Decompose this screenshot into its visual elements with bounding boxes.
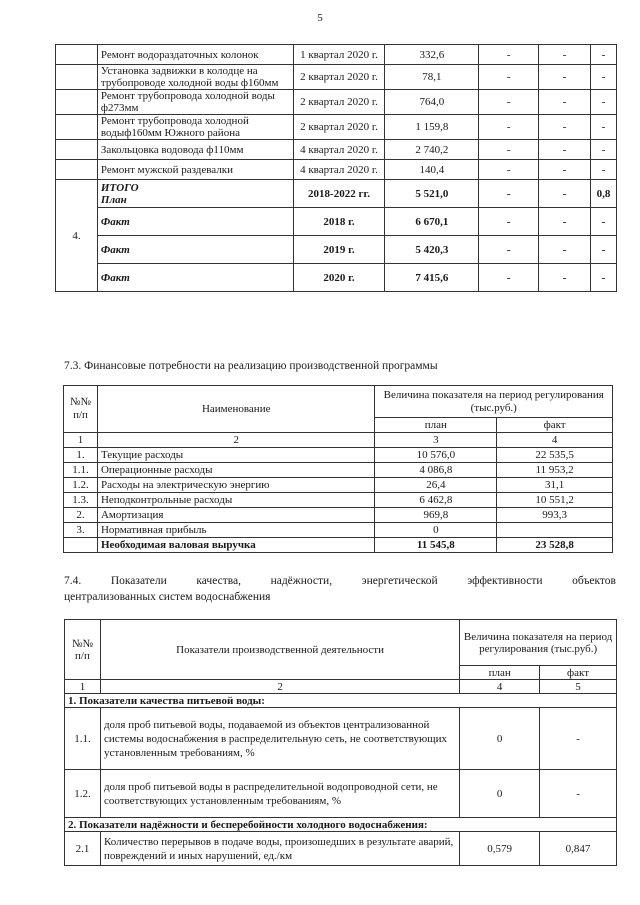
work-value: 140,4 bbox=[385, 160, 479, 180]
work-name: Закольцовка водовода ф110мм bbox=[97, 140, 293, 160]
plan-value: 0,579 bbox=[460, 832, 540, 866]
table-row bbox=[56, 160, 617, 180]
work-period: 2 квартал 2020 г. bbox=[293, 115, 385, 140]
cell: - bbox=[479, 65, 539, 90]
index-cell: 1 bbox=[65, 680, 101, 694]
row-number: 3. bbox=[64, 523, 98, 538]
index-cell: 1 bbox=[64, 433, 98, 448]
work-period: 2 квартал 2020 г. bbox=[293, 90, 385, 115]
work-period: 4 квартал 2020 г. bbox=[293, 160, 385, 180]
cell: - bbox=[479, 140, 539, 160]
plan-value: 0 bbox=[375, 523, 497, 538]
cell: - bbox=[539, 90, 591, 115]
cell: - bbox=[539, 236, 591, 264]
plan-value: 6 462,8 bbox=[375, 493, 497, 508]
total-plan: 11 545,8 bbox=[375, 538, 497, 553]
fact-period: 2020 г. bbox=[293, 264, 385, 292]
fact-value: 6 670,1 bbox=[385, 208, 479, 236]
work-value: 1 159,8 bbox=[385, 115, 479, 140]
cell: - bbox=[590, 65, 616, 90]
plan-value: 0 bbox=[460, 770, 540, 818]
group-heading: 1. Показатели качества питьевой воды: bbox=[65, 694, 617, 708]
table-row bbox=[64, 493, 613, 508]
cell: 0,8 bbox=[590, 180, 616, 208]
table-row-total bbox=[56, 180, 617, 208]
cell: - bbox=[590, 90, 616, 115]
fact-value: 10 551,2 bbox=[497, 493, 613, 508]
cell: - bbox=[539, 45, 591, 65]
row-number: 1. bbox=[64, 448, 98, 463]
work-name: Ремонт трубопровода холодной водыф160мм Южного района bbox=[97, 115, 293, 140]
row-number: 4. bbox=[56, 180, 98, 292]
table-row-fact bbox=[56, 236, 617, 264]
col-header-value: Величина показателя на период регулирования (тыс.руб.) bbox=[375, 386, 613, 418]
cell: - bbox=[590, 115, 616, 140]
cell: - bbox=[539, 264, 591, 292]
fact-value: 11 953,2 bbox=[497, 463, 613, 478]
table-row bbox=[56, 115, 617, 140]
total-fact: 23 528,8 bbox=[497, 538, 613, 553]
fact-value: 22 535,5 bbox=[497, 448, 613, 463]
row-name: доля проб питьевой воды, подаваемой из объектов централизованной системы водоснабжения в распределительную сеть, не соответствующих установленным требованиям, % bbox=[100, 708, 459, 770]
row-number: 1.3. bbox=[64, 493, 98, 508]
plan-value: 0 bbox=[460, 708, 540, 770]
row-name: Расходы на электрическую энергию bbox=[97, 478, 374, 493]
total-period: 2018-2022 гг. bbox=[293, 180, 385, 208]
row-number: 1.2. bbox=[65, 770, 101, 818]
section-7-3-title: 7.3. Финансовые потребности на реализацию производственной программы bbox=[64, 360, 438, 372]
table-header-row bbox=[65, 620, 617, 666]
section-7-4-title-line1: 7.4. Показатели качества, надёжности, энергетической эффективности объектов bbox=[64, 575, 616, 587]
cell: - bbox=[479, 45, 539, 65]
table-row bbox=[64, 478, 613, 493]
table-row bbox=[65, 832, 617, 866]
financial-needs-table bbox=[63, 385, 613, 553]
row-number: 1.1. bbox=[64, 463, 98, 478]
row-number: 2.1 bbox=[65, 832, 101, 866]
index-cell: 4 bbox=[460, 680, 540, 694]
table-row bbox=[64, 463, 613, 478]
cell: - bbox=[539, 180, 591, 208]
row-name: Операционные расходы bbox=[97, 463, 374, 478]
cell: - bbox=[539, 208, 591, 236]
col-header-fact: факт bbox=[540, 666, 617, 680]
table-row-fact bbox=[56, 264, 617, 292]
fact-value: 993,3 bbox=[497, 508, 613, 523]
group-heading: 2. Показатели надёжности и бесперебойности холодного водоснабжения: bbox=[65, 818, 617, 832]
cell: - bbox=[590, 236, 616, 264]
fact-value: 5 420,3 bbox=[385, 236, 479, 264]
cell: - bbox=[479, 90, 539, 115]
work-period: 2 квартал 2020 г. bbox=[293, 65, 385, 90]
table-row-fact bbox=[56, 208, 617, 236]
row-number: 1.1. bbox=[65, 708, 101, 770]
table-row bbox=[56, 65, 617, 90]
plan-value: 10 576,0 bbox=[375, 448, 497, 463]
col-header-name: Наименование bbox=[97, 386, 374, 433]
plan-value: 4 086,8 bbox=[375, 463, 497, 478]
work-period: 1 квартал 2020 г. bbox=[293, 45, 385, 65]
fact-value: - bbox=[540, 770, 617, 818]
row-name: Количество перерывов в подаче воды, произошедших в результате аварий, повреждений и иных нарушений, ед./км bbox=[100, 832, 459, 866]
table-row bbox=[56, 45, 617, 65]
cell: - bbox=[539, 140, 591, 160]
row-name: Амортизация bbox=[97, 508, 374, 523]
section-7-4-title-line2: централизованных систем водоснабжения bbox=[64, 591, 271, 603]
total-value: 5 521,0 bbox=[385, 180, 479, 208]
table-row bbox=[65, 708, 617, 770]
table-row bbox=[64, 508, 613, 523]
table-index-row bbox=[64, 433, 613, 448]
cell: - bbox=[479, 236, 539, 264]
row-number: 2. bbox=[64, 508, 98, 523]
page-number: 5 bbox=[317, 12, 323, 24]
cell: - bbox=[539, 160, 591, 180]
fact-value: 0,847 bbox=[540, 832, 617, 866]
row-name: доля проб питьевой воды в распределительной водопроводной сети, не соответствующих установленным требованиям, % bbox=[100, 770, 459, 818]
cell: - bbox=[479, 208, 539, 236]
table-group-row bbox=[65, 694, 617, 708]
cell: - bbox=[590, 264, 616, 292]
plan-label: План bbox=[100, 193, 127, 206]
cell: - bbox=[590, 160, 616, 180]
cell: - bbox=[539, 65, 591, 90]
plan-value: 26,4 bbox=[375, 478, 497, 493]
fact-label: Факт bbox=[97, 208, 293, 236]
table-row bbox=[65, 770, 617, 818]
cell: - bbox=[590, 208, 616, 236]
table-row-total bbox=[64, 538, 613, 553]
cell: - bbox=[539, 115, 591, 140]
index-cell: 2 bbox=[100, 680, 459, 694]
work-program-table bbox=[55, 44, 617, 292]
table-index-row bbox=[65, 680, 617, 694]
fact-label: Факт bbox=[97, 264, 293, 292]
col-header-num: №№ п/п bbox=[65, 620, 101, 680]
fact-value: - bbox=[540, 708, 617, 770]
fact-value: 7 415,6 bbox=[385, 264, 479, 292]
fact-value: 31,1 bbox=[497, 478, 613, 493]
work-value: 332,6 bbox=[385, 45, 479, 65]
table-row bbox=[64, 523, 613, 538]
work-name: Установка задвижки в колодце на трубопроводе холодной воды ф160мм bbox=[97, 65, 293, 90]
table-row bbox=[64, 448, 613, 463]
cell: - bbox=[479, 160, 539, 180]
index-cell: 5 bbox=[540, 680, 617, 694]
col-header-name: Показатели производственной деятельности bbox=[100, 620, 459, 680]
total-name: Необходимая валовая выручка bbox=[97, 538, 374, 553]
row-name: Неподконтрольные расходы bbox=[97, 493, 374, 508]
work-period: 4 квартал 2020 г. bbox=[293, 140, 385, 160]
col-header-fact: факт bbox=[497, 418, 613, 433]
table-row bbox=[56, 90, 617, 115]
cell: - bbox=[479, 264, 539, 292]
work-value: 78,1 bbox=[385, 65, 479, 90]
row-number: 1.2. bbox=[64, 478, 98, 493]
index-cell: 4 bbox=[497, 433, 613, 448]
fact-value bbox=[497, 523, 613, 538]
table-row bbox=[56, 140, 617, 160]
col-header-plan: план bbox=[375, 418, 497, 433]
fact-period: 2019 г. bbox=[293, 236, 385, 264]
row-name: Текущие расходы bbox=[97, 448, 374, 463]
work-name: Ремонт водораздаточных колонок bbox=[97, 45, 293, 65]
quality-indicators-table bbox=[64, 619, 617, 866]
index-cell: 3 bbox=[375, 433, 497, 448]
total-plan-label bbox=[97, 180, 293, 208]
total-label: ИТОГО bbox=[100, 181, 139, 194]
cell: - bbox=[479, 180, 539, 208]
table-header-row bbox=[64, 386, 613, 418]
index-cell: 2 bbox=[97, 433, 374, 448]
fact-label: Факт bbox=[97, 236, 293, 264]
work-value: 764,0 bbox=[385, 90, 479, 115]
col-header-value: Величина показателя на период регулирования (тыс.руб.) bbox=[460, 620, 617, 666]
fact-period: 2018 г. bbox=[293, 208, 385, 236]
work-value: 2 740,2 bbox=[385, 140, 479, 160]
table-group-row bbox=[65, 818, 617, 832]
col-header-num: №№ п/п bbox=[64, 386, 98, 433]
work-name: Ремонт мужской раздевалки bbox=[97, 160, 293, 180]
row-name: Нормативная прибыль bbox=[97, 523, 374, 538]
plan-value: 969,8 bbox=[375, 508, 497, 523]
cell: - bbox=[479, 115, 539, 140]
cell: - bbox=[590, 140, 616, 160]
work-name: Ремонт трубопровода холодной воды ф273мм bbox=[97, 90, 293, 115]
col-header-plan: план bbox=[460, 666, 540, 680]
cell: - bbox=[590, 45, 616, 65]
